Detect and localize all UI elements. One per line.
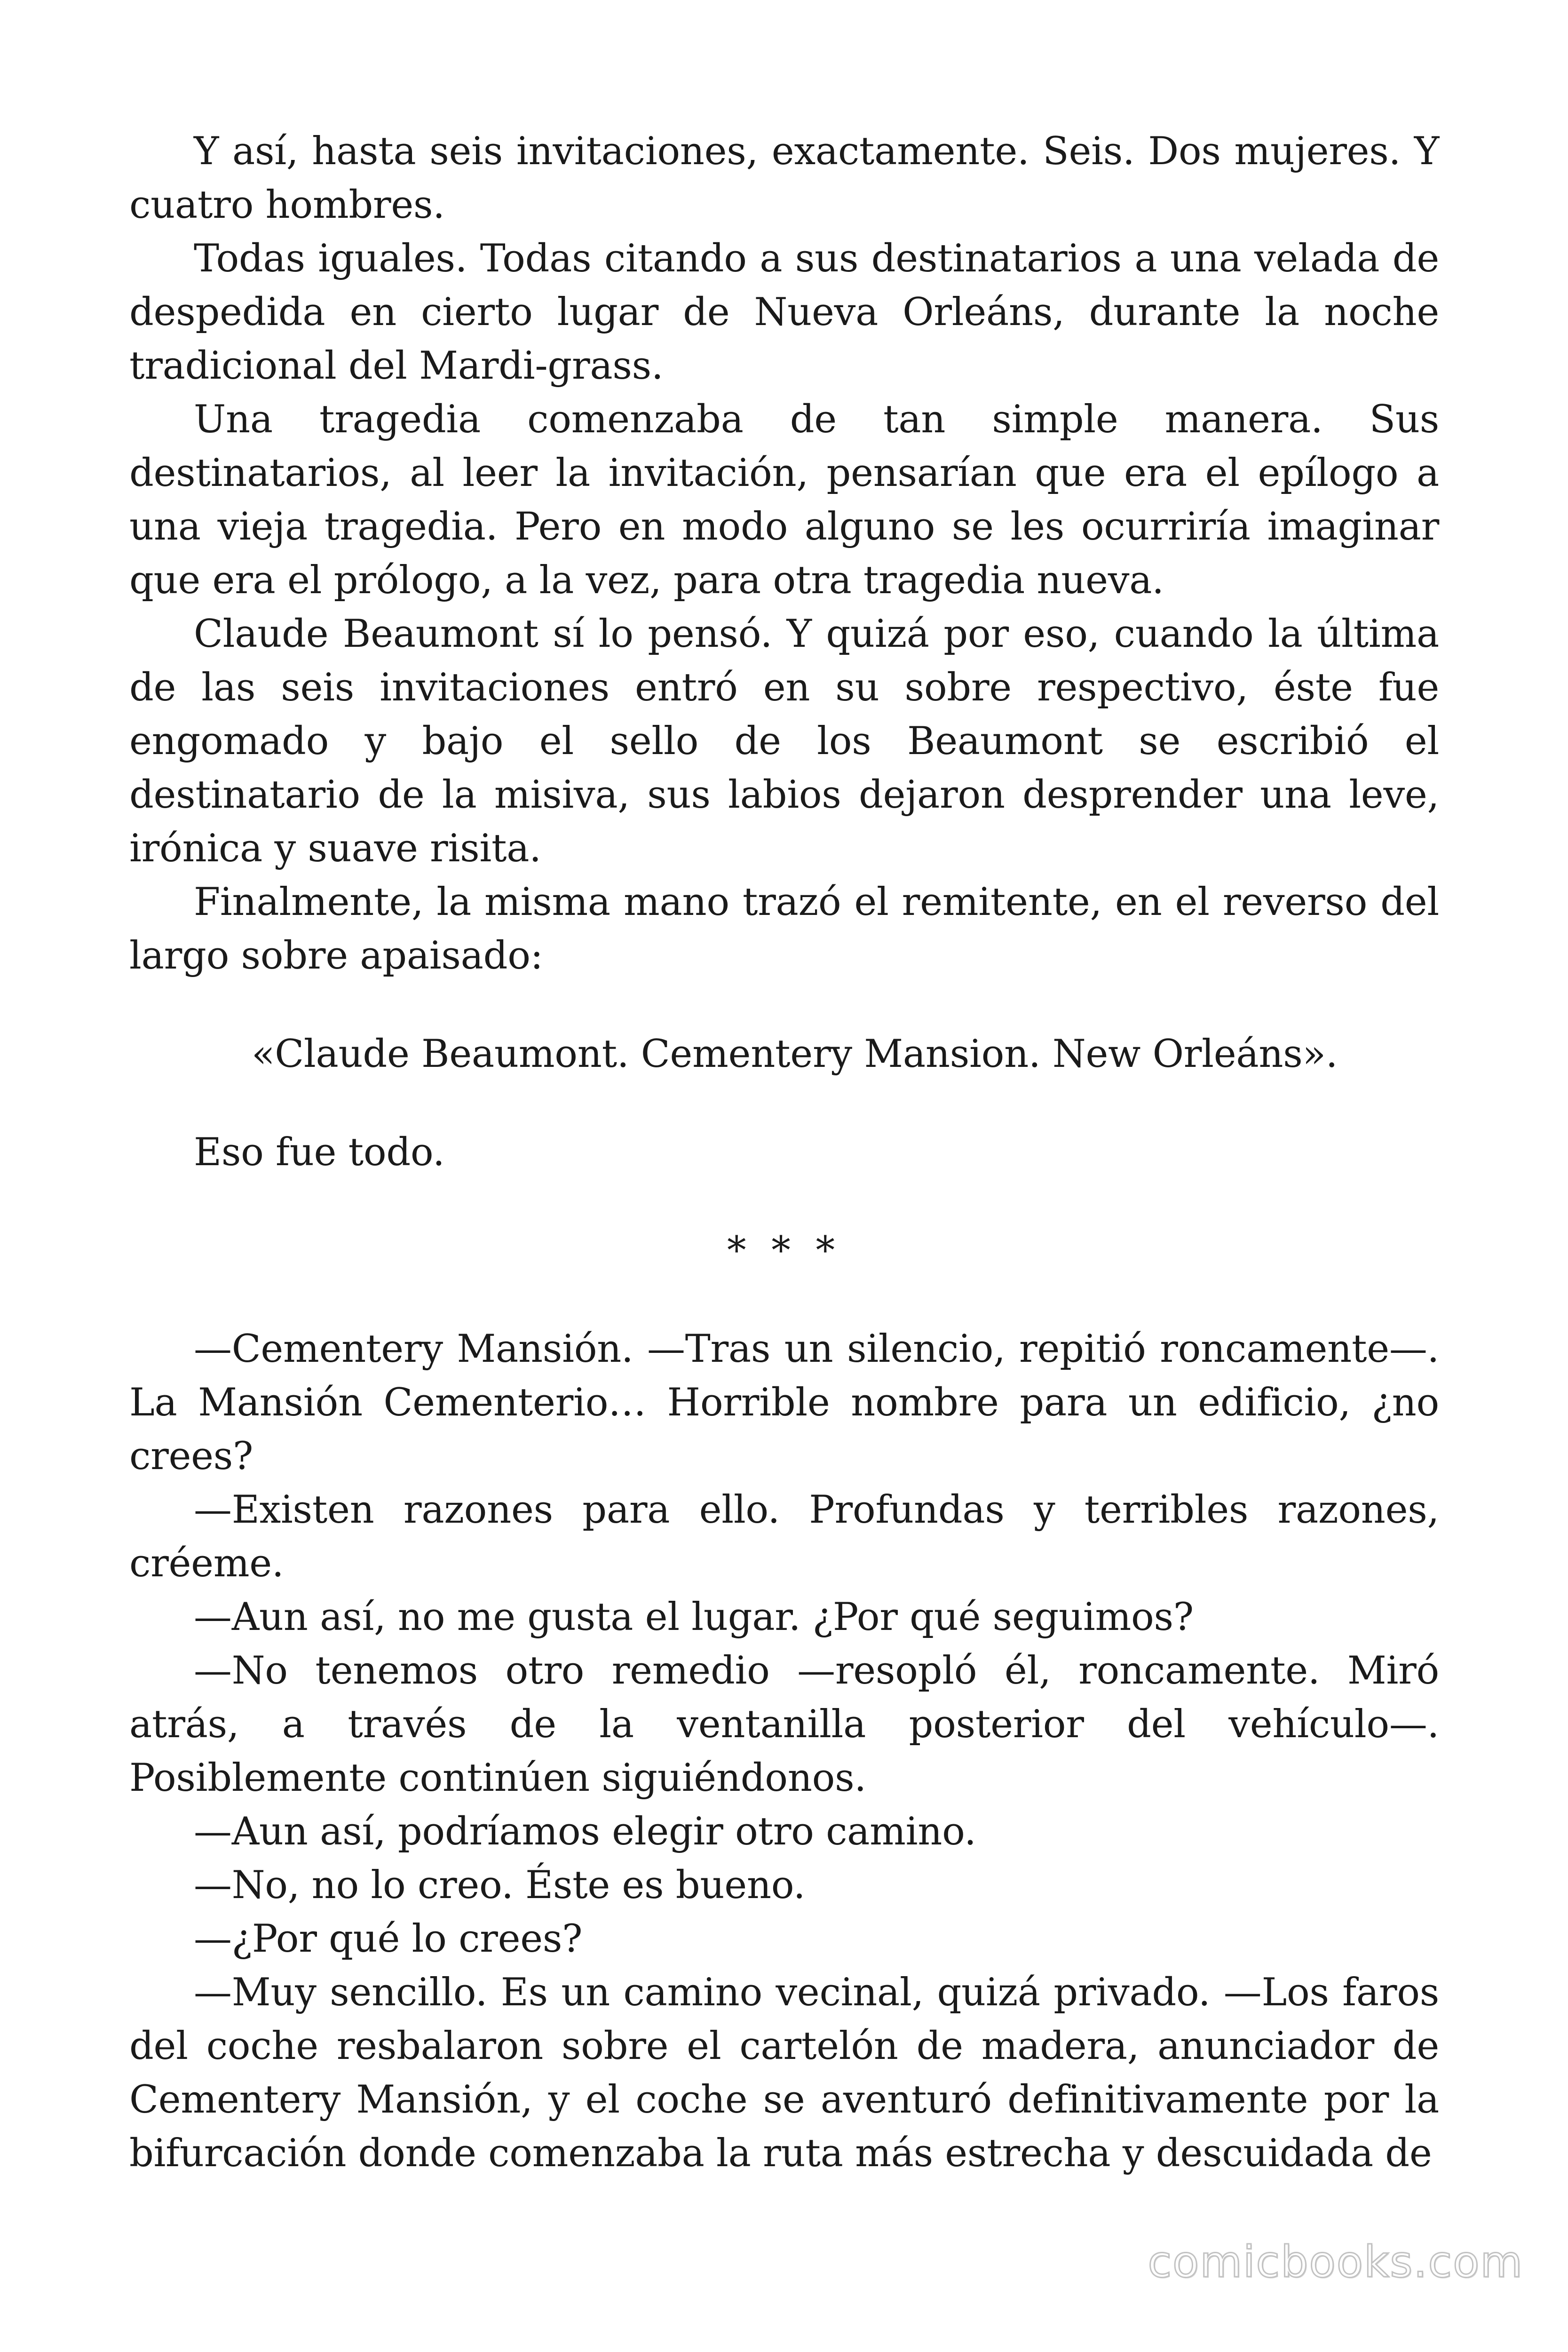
watermark: comicbooks.com — [1148, 2237, 1523, 2287]
dialogue-line: —Aun así, podríamos elegir otro camino. — [194, 1810, 976, 1854]
paragraph: Claude Beaumont sí lo pensó. Y quizá por eso, cuando la última de las seis invitaciones entró en su sobre respectivo, éste fue engomado y bajo el sello de los Beaumont se escribió el destinatario de la misiva, sus labios dejaron desprender una leve, irónica y suave risita. — [129, 612, 1439, 871]
paragraph: Eso fue todo. — [194, 1130, 445, 1175]
dialogue-line: —Cementery Mansión. —Tras un silencio, repitió roncamente—. La Mansión Cementerio… Horrible nombre para un edificio, ¿no crees? — [129, 1327, 1439, 1478]
dialogue-line: —Existen razones para ello. Profundas y terribles razones, créeme. — [129, 1488, 1439, 1586]
paragraph: Una tragedia comenzaba de tan simple manera. Sus destinatarios, al leer la invitación, pensarían que era el epílogo a una vieja tragedia. Pero en modo alguno se les ocurriría imaginar que era el prólogo, a la vez, para otra tragedia nueva. — [129, 397, 1439, 603]
dialogue-line: —Aun así, no me gusta el lugar. ¿Por qué seguimos? — [194, 1595, 1194, 1639]
dialogue-line: —No tenemos otro remedio —resopló él, roncamente. Miró atrás, a través de la ventanilla posterior del vehículo—. Posiblemente continúen siguiéndonos. — [129, 1649, 1439, 1800]
dialogue-line: —No, no lo creo. Éste es bueno. — [194, 1863, 806, 1907]
paragraph: Y así, hasta seis invitaciones, exactamente. Seis. Dos mujeres. Y cuatro hombres. — [129, 129, 1439, 227]
paragraph: Finalmente, la misma mano trazó el remitente, en el reverso del largo sobre apaisado: — [129, 880, 1439, 978]
dialogue-line: —Muy sencillo. Es un camino vecinal, quizá privado. —Los faros del coche resbalaron sobre el cartelón de madera, anunciador de Cementery Mansión, y el coche se aventuró definitivamente por la bifurcación donde comenzaba la ruta más estrecha y descuidada de — [129, 1971, 1439, 2176]
paragraph: Todas iguales. Todas citando a sus destinatarios a una velada de despedida en cierto lugar de Nueva Orleáns, durante la noche tradicional del Mardi-grass. — [129, 237, 1439, 388]
section-separator: * * * — [727, 1229, 841, 1273]
page-body — [129, 125, 1439, 2180]
dialogue-line: —¿Por qué lo crees? — [194, 1917, 583, 1961]
sender-quote: «Claude Beaumont. Cementery Mansion. New Orleáns». — [252, 1032, 1338, 1076]
